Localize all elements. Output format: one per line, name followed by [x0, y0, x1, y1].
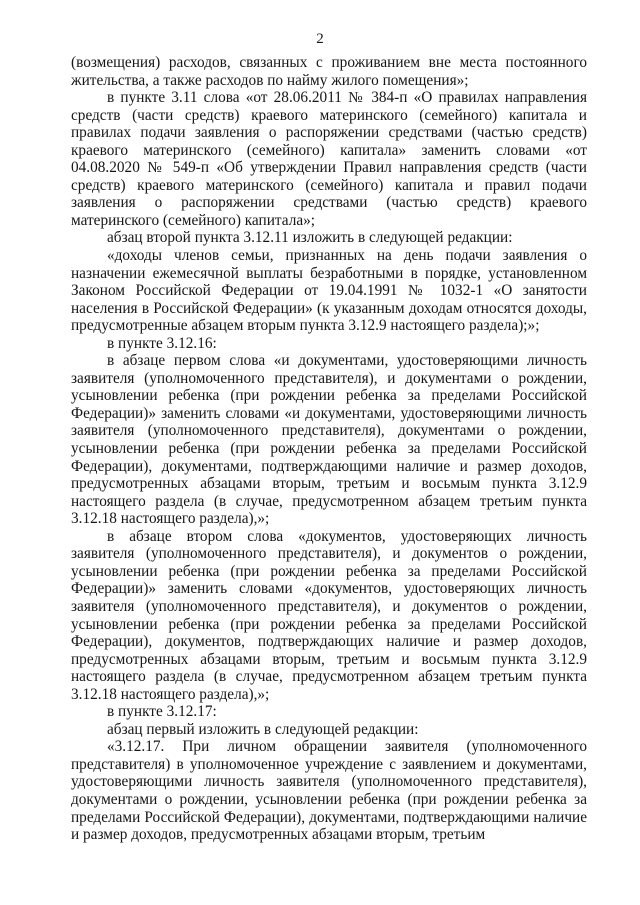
paragraph-amendment-3-12-17-intro: в пункте 3.12.17:	[107, 703, 217, 721]
page-number: 2	[316, 31, 324, 47]
paragraph-amendment-3-12-16-second: в абзаце втором слова «документов, удостоверяющих личность заявителя (уполномоченного представителя), и документов о рождении, усыновлении ребенка (при рождении ребенка за пределами Российской Федерации)» заменить словами «документов, удостоверяющих личность заявителя (уполномоченного представителя), и документов о рождении, усыновлении ребенка (при рождении ребенка за пределами Российской Федерации), документов, подтверждающих наличие и размер доходов, предусмотренных абзацами вторым, третьим и восьмым пункта 3.12.9 настоящего раздела (в случае, предусмотренном абзацем третьим пункта 3.12.18 настоящего раздела),»;	[71, 527, 587, 703]
paragraph-amendment-3-12-11-text: «доходы членов семьи, признанных на день подачи заявления о назначении ежемесячной выплаты безработными в порядке, установленном Законом Российской Федерации от 19.04.1991 № 1032-1 «О занятости населения в Российской Федерации» (к указанным доходам относятся доходы, предусмотренные абзацем вторым пункта 3.12.9 настоящего раздела);»;	[71, 247, 587, 335]
paragraph-amendment-3-12-16-first: в абзаце первом слова «и документами, удостоверяющими личность заявителя (уполномоченного представителя), и документами о рождении, усыновлении ребенка (при рождении ребенка за пределами Российской Федерации)» заменить словами «и документами, удостоверяющими личность заявителя (уполномоченного представителя), документами о рождении, усыновлении ребенка (при рождении ребенка за пределами Российской Федерации), документами, подтверждающими наличие и размер доходов, предусмотренных абзацами вторым, третьим и восьмым пункта 3.12.9 настоящего раздела (в случае, предусмотренном абзацем третьим пункта 3.12.18 настоящего раздела),»;	[71, 352, 587, 528]
paragraph-amendment-3-12-17-first-intro: абзац первый изложить в следующей редакции:	[107, 720, 419, 738]
document-body	[71, 54, 587, 844]
paragraph-continuation: (возмещения) расходов, связанных с проживанием вне места постоянного жительства, а также расходов по найму жилого помещения»;	[71, 54, 587, 89]
paragraph-amendment-3-12-11-intro: абзац второй пункта 3.12.11 изложить в следующей редакции:	[107, 229, 513, 247]
paragraph-amendment-3-12-16-intro: в пункте 3.12.16:	[107, 334, 217, 352]
paragraph-amendment-3-12-17-text: «3.12.17. При личном обращении заявителя (уполномоченного представителя) в уполномоченное учреждение с заявлением и документами, удостоверяющими личность заявителя (уполномоченного представителя), документами о рождении, усыновлении ребенка (при рождении ребенка за пределами Российской Федерации), документами, подтверждающими наличие и размер доходов, предусмотренных абзацами вторым, третьим	[71, 738, 587, 844]
paragraph-amendment-3-11: в пункте 3.11 слова «от 28.06.2011 № 384-п «О правилах направления средств (части средств) краевого материнского (семейного) капитала и правилах подачи заявления о распоряжении средствами (частью средств) краевого материнского (семейного) капитала» заменить словами «от 04.08.2020 № 549-п «Об утверждении Правил направления средств (части средств) краевого материнского (семейного) капитала и правил подачи заявления о распоряжении средствами (частью средств) краевого материнского (семейного) капитала»;	[71, 89, 587, 229]
